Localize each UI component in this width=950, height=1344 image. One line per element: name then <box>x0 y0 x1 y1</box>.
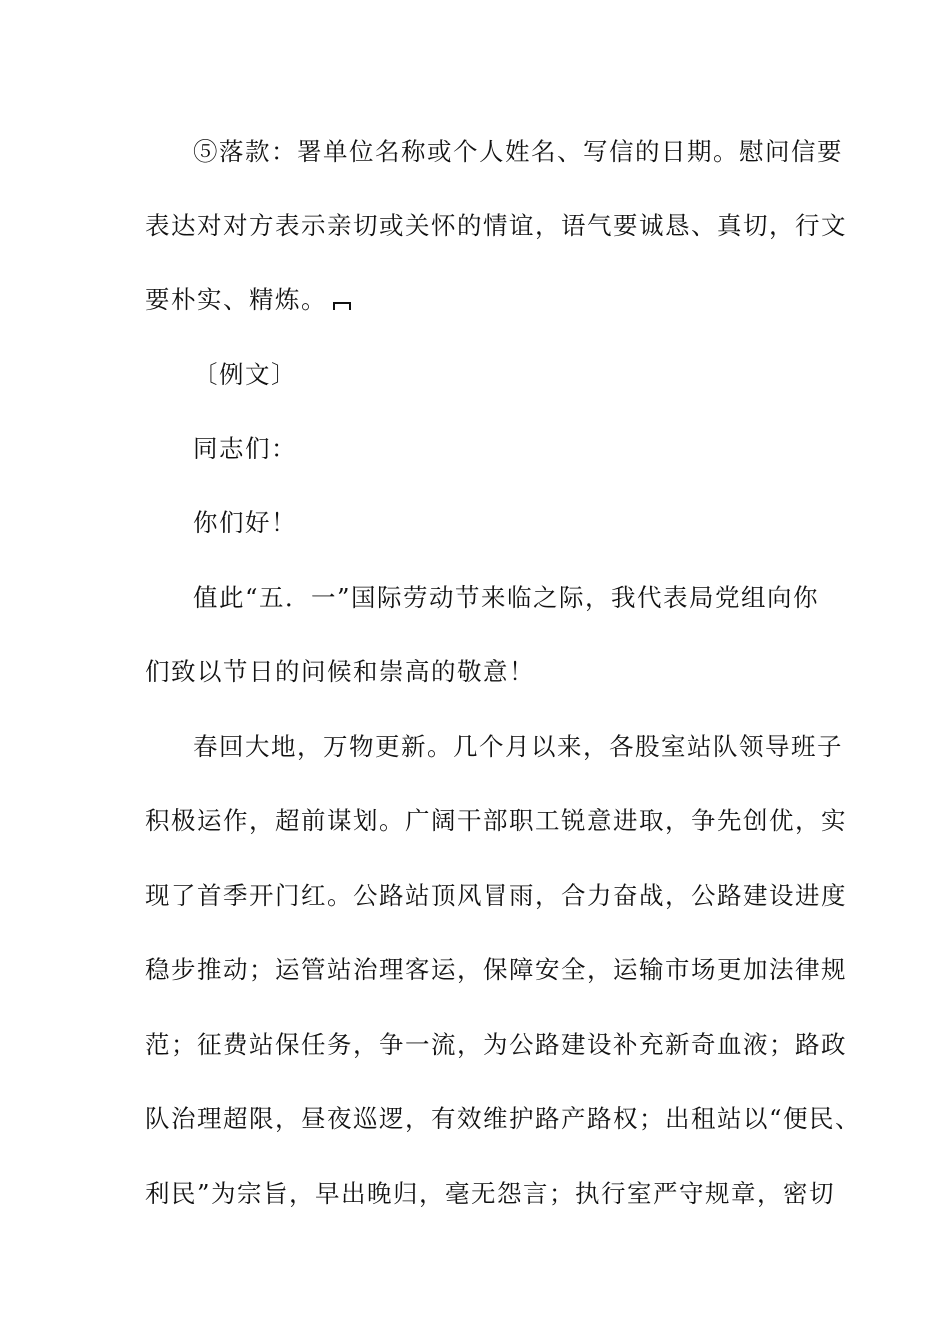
paragraph-line: 值此“五．一”国际劳动节来临之际，我代表局党组向你 <box>193 583 820 612</box>
paragraph-line: 范；征费站保任务，争一流，为公路建设补充新奇血液；路政 <box>145 1030 847 1059</box>
paragraph-line: 利民”为宗旨，早出晚归，毫无怨言；执行室严守规章，密切 <box>145 1179 836 1208</box>
paragraph-line: 队治理超限，昼夜巡逻，有效维护路产路权；出租站以“便民、 <box>145 1104 862 1133</box>
paragraph-line: 积极运作，超前谋划。广阔干部职工锐意进取，争先创优，实 <box>145 806 847 835</box>
paragraph-line: ⑤落款：署单位名称或个人姓名、写信的日期。慰问信要 <box>193 137 843 166</box>
greeting: 你们好！ <box>193 508 297 537</box>
paragraph-line: 表达对对方表示亲切或关怀的情谊，语气要诚恳、真切，行文 <box>145 211 847 240</box>
paragraph-line: 稳步推动；运管站治理客运，保障安全，运输市场更加法律规 <box>145 955 847 984</box>
paragraph-line <box>145 285 825 315</box>
paragraph-line: 现了首季开门红。公路站顶风冒雨，合力奋战，公路建设进度 <box>145 881 847 910</box>
paragraph-line-text: 要朴实、精炼。 <box>145 285 327 314</box>
paragraph-line: 们致以节日的问候和崇高的敬意！ <box>145 657 535 686</box>
example-heading: 〔例文〕 <box>193 360 297 389</box>
paragraph-line: 春回大地，万物更新。几个月以来，各股室站队领导班子 <box>193 732 843 761</box>
bracket-mark-icon <box>333 302 351 310</box>
salutation: 同志们： <box>193 434 297 463</box>
